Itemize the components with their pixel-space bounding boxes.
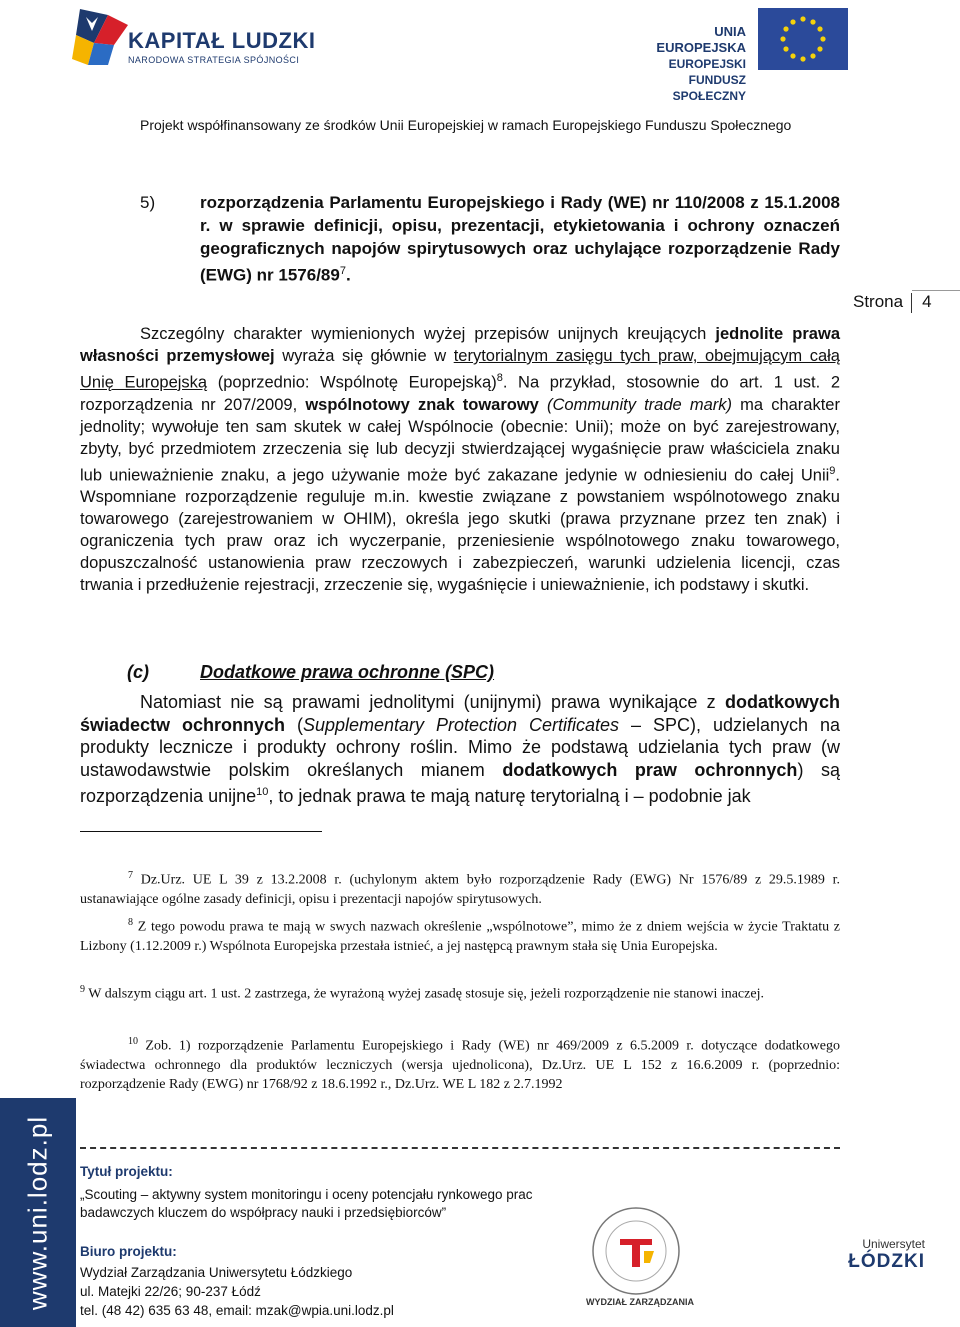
project-title-line-1: „Scouting – aktywny system monitoringu i oceny potencjału rynkowego prac xyxy=(80,1187,533,1202)
footnote-10 xyxy=(80,1032,840,1094)
footnote-text: Zob. 1) rozporządzenie Parlamentu Europejskiego i Rady (WE) nr 469/2009 z 6.5.2009 r. dotyczące dodatkowego świadectwa ochronnego dla produktów leczniczych (wersja ujednolicona), Dz.Urz. UE L 152 z 16.6.2009 r. (poprzednio: rozporządzenie Rady (EWG) nr 1768/92 z 18.6.1992 r., Dz.Urz. WE L 182 z 2.7.1992 xyxy=(80,1038,840,1092)
para2-text-a: Natomiast nie są prawami jednolitymi (unijnymi) prawa wynikające z xyxy=(140,692,725,712)
kapital-ludzki-title: KAPITAŁ LUDZKI xyxy=(128,28,316,53)
para2-bold-rights: dodatkowych praw ochronnych xyxy=(502,759,798,780)
university-logo-line-1: Uniwersytet xyxy=(862,1237,925,1251)
para2-bold-certificates: dodatkowych świadectw ochronnych xyxy=(80,692,840,735)
footnote-text: Z tego powodu prawa te mają w swych nazwach określenie „wspólnotowe”, mimo że z dniem wejścia w życie Traktatu z Lizbony (1.12.2009 r.) Wspólnota Europejska przestała istnieć, a jej następcą prawnym stała się Unia Europejska. xyxy=(80,919,840,954)
project-office-line-2: ul. Matejki 22/26; 90-237 Łódź xyxy=(80,1284,261,1299)
para2-text-e: – SPC), udzielanych na produkty lecznicze i produkty ochrony roślin. Mimo że podstawą udzielania tych praw (w ustawodawstwie polskim określanych mianem xyxy=(80,714,841,780)
para1-text-e: (poprzednio: Wspólnotę Europejską) xyxy=(207,373,497,392)
footnote-text: W dalszym ciągu art. 1 ust. 2 zastrzega, że wyrażoną wyżej zasadę stosuje się, jeżeli rozporządzenie nie stanowi inaczej. xyxy=(85,986,764,1002)
project-office-line-1: Wydział Zarządzania Uniwersytetu Łódzkiego xyxy=(80,1265,353,1280)
footer-url-text[interactable]: www.uni.lodz.pl xyxy=(22,1115,53,1310)
project-office-line-3: tel. (48 42) 635 63 48, email: mzak@wpia.uni.lodz.pl xyxy=(80,1303,394,1318)
paragraph-2 xyxy=(80,691,840,808)
footnote-ref-9[interactable]: 9 xyxy=(829,464,836,477)
footnote-separator xyxy=(80,831,322,832)
list-item-body: rozporządzenia Parlamentu Europejskiego i Rady (WE) nr 110/2008 z 15.1.2008 r. w sprawie definicji, opisu, prezentacji, etykietowania i ochrony oznaczeń geograficznych napojów spirytusowych oraz uchylające rozporządzenie Rady (EWG) nr 1576/89 xyxy=(200,193,840,285)
section-c-label: (c) xyxy=(127,662,149,682)
footnote-ref-7[interactable]: 7 xyxy=(339,265,346,277)
para2-text-g: ) są rozporządzenia unijne xyxy=(80,759,840,806)
faculty-label: WYDZIAŁ ZARZĄDZANIA xyxy=(586,1297,694,1307)
eu-line-3: FUNDUSZ SPOŁECZNY xyxy=(672,73,746,103)
paragraph-1 xyxy=(80,323,840,596)
footer-dashed-rule xyxy=(80,1147,840,1149)
para1-text-i: ma charakter jednolity; wywołuje ten sam skutek w całej Wspólnocie (obecnie: Unii); może on być zarejestrowany, zbyty, być przedmiotem zrzeczenia się lub decyzji stwierdzającej wygaśnięcie praw właściciela znaku lub unieważnienie znaku, a jego używanie może być zakazane jedynie w odniesieniu do całej Unii xyxy=(80,395,840,484)
project-title-line-2: badawczych kluczem do współpracy nauki i przedsiębiorców” xyxy=(80,1205,447,1220)
list-item-text xyxy=(200,191,840,287)
section-c-title: Dodatkowe prawa ochronne (SPC) xyxy=(200,662,495,682)
university-logo-line-2: ŁÓDZKI xyxy=(848,1251,925,1272)
footnote-number: 9 xyxy=(80,984,85,995)
eu-logo-text xyxy=(622,24,746,104)
footnote-7 xyxy=(80,866,840,909)
para2-text-h: , to jednak prawa te mają naturę terytorialną i – podobnie jak xyxy=(268,786,751,806)
footer-url[interactable] xyxy=(0,1098,76,1327)
footnote-9 xyxy=(80,980,840,1004)
university-logo xyxy=(845,1237,925,1277)
para2-text-c: ( xyxy=(285,714,303,735)
para1-underlined-territorial: terytorialnym zasięgu tych praw, obejmującym całą Unię Europejską xyxy=(80,347,840,392)
eu-flag-icon xyxy=(758,8,848,70)
para1-bold-trademark: wspólnotowy znak towarowy xyxy=(305,395,539,414)
page-number xyxy=(853,292,932,313)
project-cofinancing-line: Projekt współfinansowany ze środków Unii Europejskiej w ramach Europejskiego Funduszu Społecznego xyxy=(140,117,792,133)
list-item-5 xyxy=(140,191,840,287)
para1-text-c: wyraża się głównie w xyxy=(274,347,454,365)
project-title-label: Tytuł projektu: xyxy=(80,1164,173,1179)
page-number-rule xyxy=(912,290,960,291)
eu-line-1: UNIA EUROPEJSKA xyxy=(656,24,746,55)
page-label: Strona xyxy=(853,292,904,311)
para1-text-f: . Na przykład, stosownie do art. 1 ust. 2 rozporządzenia nr 207/2009, xyxy=(80,373,840,414)
footnote-ref-8[interactable]: 8 xyxy=(496,372,503,384)
para1-text-a: Szczególny charakter wymienionych wyżej przepisów unijnych kreujących xyxy=(140,325,716,343)
project-office-label: Biuro projektu: xyxy=(80,1244,177,1259)
para1-italic-ctm: (Community trade mark) xyxy=(547,395,732,414)
eu-line-2: EUROPEJSKI xyxy=(668,57,746,71)
footnote-number: 10 xyxy=(128,1036,138,1047)
footnote-number: 8 xyxy=(128,917,133,928)
footnote-number: 7 xyxy=(128,870,133,881)
page-number-value: 4 xyxy=(922,292,932,311)
list-item-number: 5) xyxy=(140,193,156,212)
page-number-divider xyxy=(911,293,912,313)
footnote-8 xyxy=(80,913,840,956)
para1-bold-uniform-rights: jednolite prawa własności przemysłowej xyxy=(80,325,840,365)
university-seal-icon xyxy=(590,1205,682,1297)
list-item-end: . xyxy=(345,265,351,285)
kapital-ludzki-subtitle: NARODOWA STRATEGIA SPÓJNOŚCI xyxy=(128,55,300,65)
para1-text-j: . Wspomniane rozporządzenie reguluje m.in. kwestie związane z powstaniem wspólnotowego znaku towarowego (zarejestrowaniem w OHIM), określa jego skutki (prawa przyznane przez ten znak) i ograniczenia tych praw oraz ich wyczerpanie, przeniesienie wspólnotowego znaku towarowego, dopuszczalność ustanowienia praw rzeczowych i zabezpieczeń, warunki udzielenia licencji, czas trwania i przedłużenie rejestracji, zrzeczenie się, wygaśnięcie i unieważnienie, ich podstawy i skutki. xyxy=(80,466,840,594)
para2-italic-spc: Supplementary Protection Certificates xyxy=(302,714,620,735)
footnote-text: Dz.Urz. UE L 39 z 13.2.2008 r. (uchylonym aktem było rozporządzenie Rady (EWG) Nr 1576/89 z 29.5.1989 r. ustanawiające ogólne zasady definicji, opisu i prezentacji napojów spirytusowych. xyxy=(80,872,840,907)
footnote-ref-10[interactable]: 10 xyxy=(256,786,269,798)
